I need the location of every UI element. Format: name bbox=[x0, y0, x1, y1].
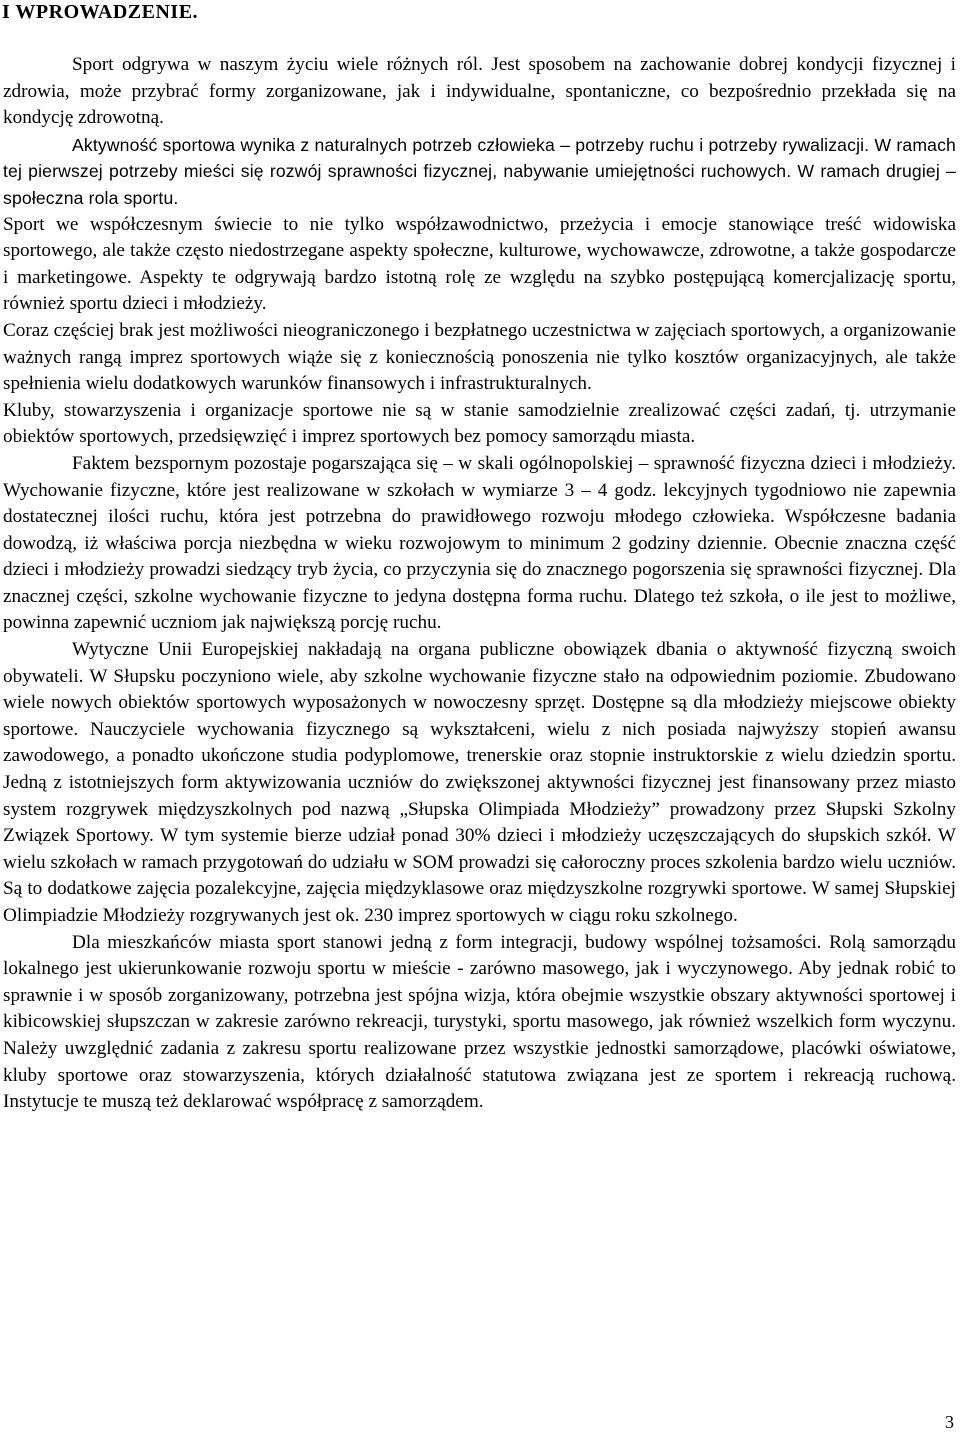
paragraph-eu-guidelines: Wytyczne Unii Europejskiej nakładają na organa publiczne obowiązek dbania o aktywność fizyczną swoich obywateli. W Słupsku poczyniono wiele, aby szkolne wychowanie fizyczne stało na odpowiednim poziomie. Zbudowano wiele nowych obiektów sportowych wyposażonych w nowoczesny sprzęt. Dostępne są dla młodzieży miejscowe obiekty sportowe. Nauczyciele wychowania fizycznego są wykształceni, wielu z nich posiada najwyższy stopień awansu zawodowego, a ponadto ukończone studia podyplomowe, trenerskie oraz stopnie instruktorskie z wielu dziedzin sportu. Jedną z istotniejszych form aktywizowania uczniów do zwiększonej aktywności fizycznej jest finansowany przez miasto system rozgrywek międzyszkolnych pod nazwą „Słupska Olimpiada Młodzieży” prowadzony przez Słupski Szkolny Związek Sportowy. W tym systemie bierze udział ponad 30% dzieci i młodzieży uczęszczających do słupskich szkół. W wielu szkołach w ramach przygotowań do udziału w SOM prowadzi się całoroczny proces szkolenia bardzo wielu uczniów. Są to dodatkowe zajęcia pozalekcyjne, zajęcia międzyklasowe oraz międzyszkolne rozgrywki sportowe. W samej Słupskiej Olimpiadzie Młodzieży rozgrywanych jest ok. 230 imprez sportowych w ciągu roku szkolnego. bbox=[3, 639, 956, 926]
body-text bbox=[3, 52, 956, 1116]
page-number: 3 bbox=[945, 1412, 954, 1432]
paragraph-modern-sport: Sport we współczesnym świecie to nie tylko współzawodnictwo, przeżycia i emocje stanowiące treść widowiska sportowego, ale także często niedostrzegane aspekty społeczne, kulturowe, wychowawcze, zdrowotne, a także gospodarcze i marketingowe. Aspekty te odgrywają bardzo istotną rolę ze względu na szybko postępującą komercjalizację sportu, również sportu dzieci i młodzieży. bbox=[3, 213, 956, 315]
paragraph-clubs: Kluby, stowarzyszenia i organizacje sportowe nie są w stanie samodzielnie zrealizować części zadań, tj. utrzymanie obiektów sportowych, przedsięwzięć i imprez sportowych bez pomocy samorządu miasta. bbox=[3, 399, 956, 448]
paragraph-integration: Dla mieszkańców miasta sport stanowi jedną z form integracji, budowy wspólnej tożsamości. Rolą samorządu lokalnego jest ukierunkowanie rozwoju sportu w mieście - zarówno masowego, jak i wyczynowego. Aby jednak robić to sprawnie i w sposób zorganizowany, potrzebna jest spójna wizja, która obejmie wszystkie obszary aktywności sportowej i kibicowskiej słupszczan w zakresie zarówno rekreacji, turystyki, sportu masowego, jak również wszelkich form wyczynu. Należy uwzględnić zadania z zakresu sportu realizowane przez wszystkie jednostki samorządowe, placówki oświatowe, kluby sportowe oraz stowarzyszenia, których działalność statutowa związana jest ze sportem i rekreacją ruchową. Instytucje te muszą też deklarować współpracę z samorządem. bbox=[3, 931, 956, 1113]
paragraph-intro: Sport odgrywa w naszym życiu wiele różnych ról. Jest sposobem na zachowanie dobrej kondycji fizycznej i zdrowia, może przybrać formy zorganizowane, jak i indywidualne, spontaniczne, co bezpośrednio przekłada się na kondycję zdrowotną. bbox=[3, 54, 956, 129]
paragraph-costs: Coraz częściej brak jest możliwości nieograniczonego i bezpłatnego uczestnictwa w zajęciach sportowych, a organizowanie ważnych rangą imprez sportowych wiąże się z koniecznością ponoszenia nie tylko kosztów organizacyjnych, ale także spełnienia wielu dodatkowych warunków finansowych i infrastrukturalnych. bbox=[3, 319, 956, 395]
paragraph-activity: Aktywność sportowa wynika z naturalnych potrzeb człowieka – potrzeby ruchu i potrzeby rywalizacji. W ramach tej pierwszej potrzeby mieści się rozwój sprawności fizycznej, nabywanie umiejętności ruchowych. W ramach drugiej – społeczna rola sportu. bbox=[3, 134, 956, 208]
paragraph-fitness: Faktem bezspornym pozostaje pogarszająca się – w skali ogólnopolskiej – sprawność fizyczna dzieci i młodzieży. Wychowanie fizyczne, które jest realizowane w szkołach w wymiarze 3 – 4 godz. lekcyjnych tygodniowo nie zapewnia dostatecznej ilości ruchu, która jest potrzebna do prawidłowego rozwoju młodego człowieka. Współczesne badania dowodzą, iż właściwa porcja niezbędna w wieku rozwojowym to minimum 2 godziny dziennie. Obecnie znaczna część dzieci i młodzieży prowadzi siedzący tryb życia, co przyczynia się do znacznego pogorszenia się sprawności fizycznej. Dla znacznej części, szkolne wychowanie fizyczne to jedyna dostępna forma ruchu. Dlatego też szkoła, o ile jest to możliwe, powinna zapewnić uczniom jak największą porcję ruchu. bbox=[3, 452, 956, 634]
section-heading: I WPROWADZENIE. bbox=[2, 1, 199, 23]
